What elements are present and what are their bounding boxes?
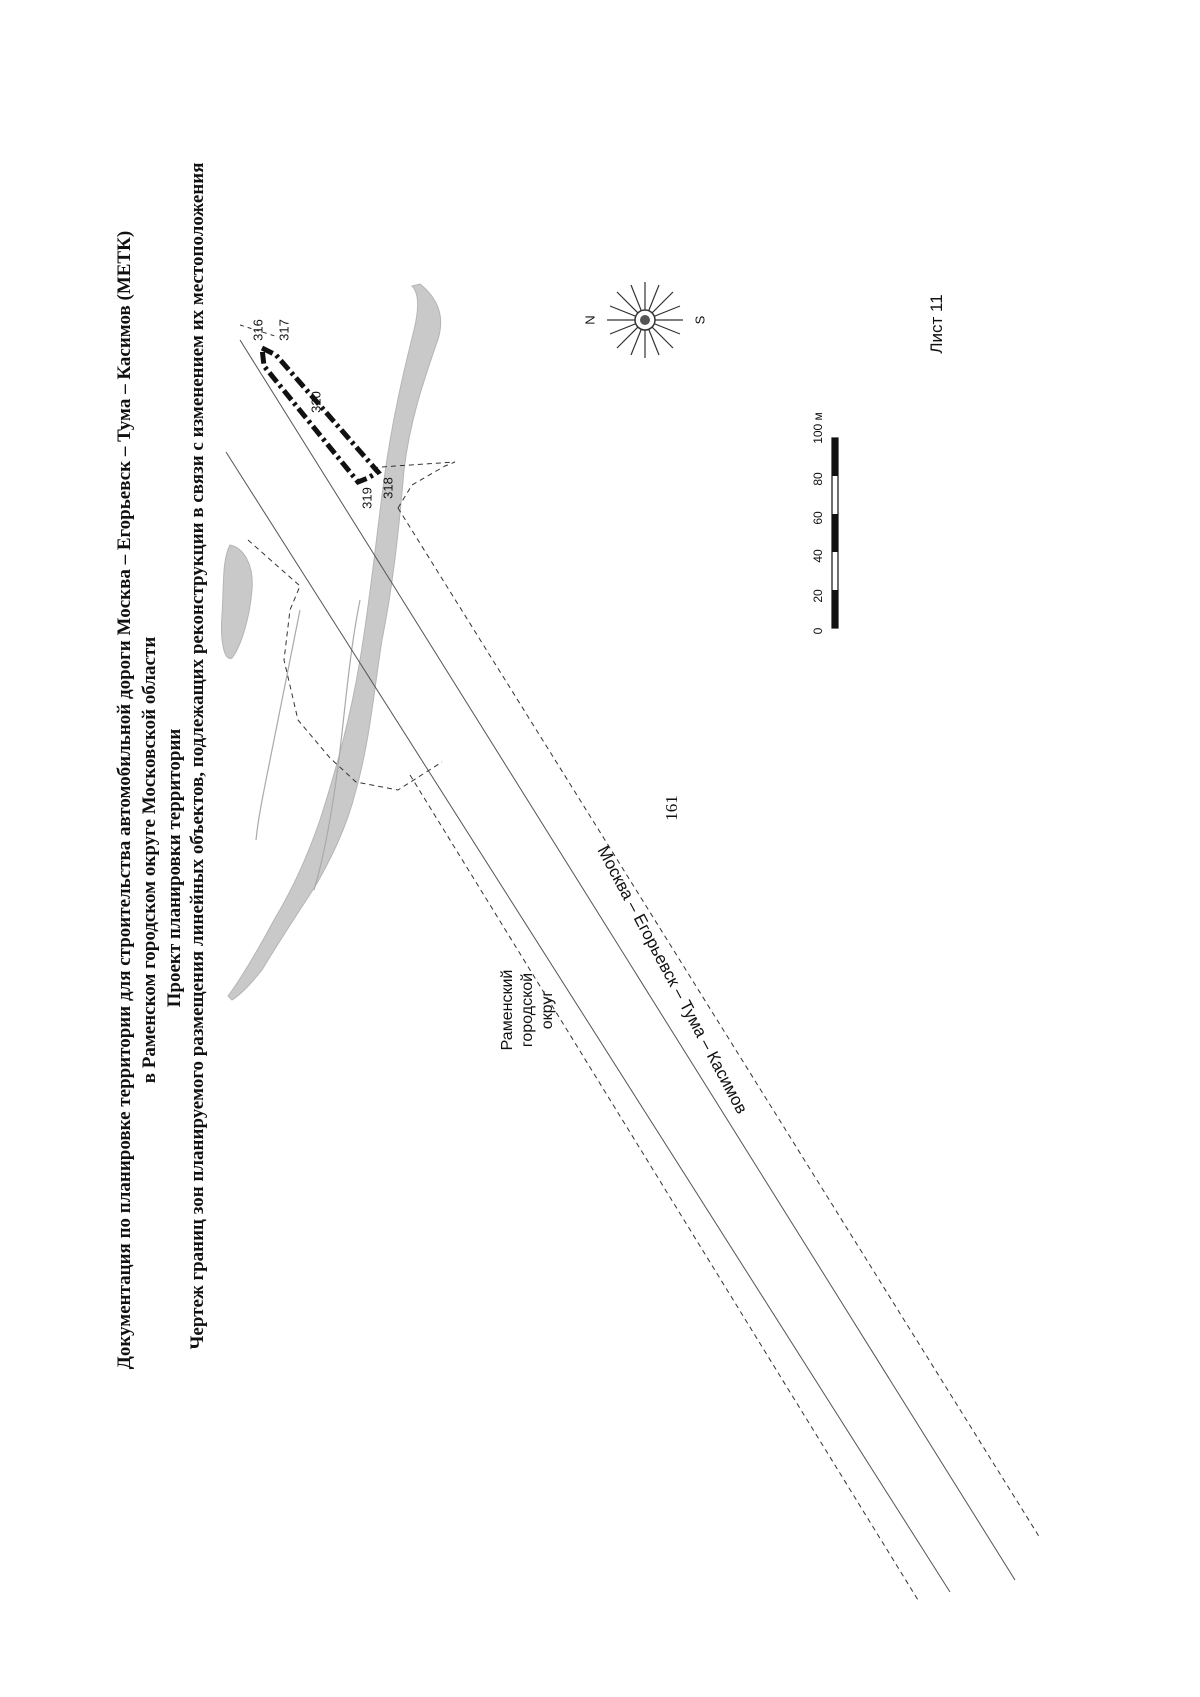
district-label-line: Раменский [499,969,516,1051]
scale-tick-label: 0 [811,627,825,635]
title-line-2: в Раменском городском округе Московской области [139,636,160,1084]
zone-boundary-dashed [410,775,918,1600]
planned-zone-316-320 [262,348,378,482]
stream [256,610,300,840]
sheet-label: Лист 11 [927,294,946,354]
title-line-4: Чертеж границ зон планируемого размещения линейных объектов, подлежащих реконструкции в связи с изменением их местоположения [187,162,208,1350]
scale-tick-label: 80 [811,472,825,486]
scale-tick-label: 20 [811,589,825,603]
road-label: Москва – Егорьевск – Тума – Касимов [593,842,752,1117]
scale-bar [832,438,838,628]
point-label-318: 318 [380,477,396,499]
district-label-line: городской [519,972,536,1048]
district-label-line: округ [539,990,556,1030]
point-label-317: 317 [276,319,292,341]
point-label-319: 319 [359,487,375,509]
scale-tick-label: 60 [811,511,825,525]
river [228,284,441,1000]
point-label-316: 316 [250,319,266,341]
pond [221,545,252,658]
title-line-1: Документация по планировке территории для строительства автомобильной дороги Москва – Егорьевск – Тума – Касимов (МЕТК) [114,230,135,1370]
compass-north-label: N [582,315,598,325]
scale-tick-label: 100 м [811,412,825,444]
page-number: 161 [662,795,681,821]
road-edge-line [226,452,950,1592]
point-label-320: 320 [308,391,324,413]
compass-rose [607,282,683,358]
scale-tick-label: 40 [811,549,825,563]
title-line-3: Проект планировки территории [164,728,185,1008]
zone-boundary-dashed [398,508,1040,1538]
compass-south-label: S [692,315,708,325]
district-label [498,970,558,1051]
road-axis-line [240,340,1015,1580]
